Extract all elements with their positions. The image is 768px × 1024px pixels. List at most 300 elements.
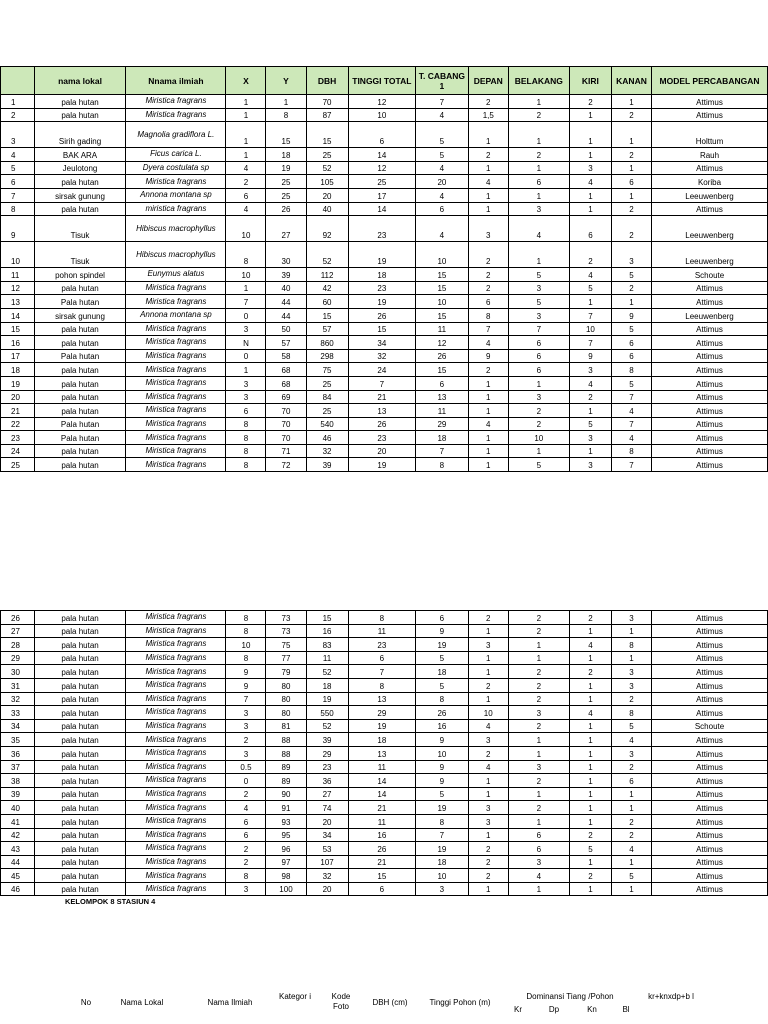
table-cell: Attimus	[652, 787, 768, 801]
table-cell: Miristica fragrans	[126, 706, 226, 720]
table-cell: 25	[306, 148, 348, 162]
table-cell: 89	[266, 774, 306, 788]
table-row	[1, 322, 768, 336]
table-cell: 6	[508, 349, 569, 363]
table-cell: 15	[306, 611, 348, 625]
table-cell: 2	[1, 108, 35, 122]
table-cell: 0	[226, 774, 266, 788]
table-cell: Pala hutan	[34, 349, 126, 363]
table-row	[1, 678, 768, 692]
table-cell: Attimus	[652, 458, 768, 472]
table-cell: 298	[306, 349, 348, 363]
table-cell: Attimus	[652, 855, 768, 869]
table-cell: Miristica fragrans	[126, 869, 226, 883]
table-cell: 8	[612, 638, 652, 652]
table-row	[1, 295, 768, 309]
table-cell: Attimus	[652, 706, 768, 720]
table-cell: 42	[1, 828, 35, 842]
table-cell: 540	[306, 417, 348, 431]
footer-kn: Kn	[587, 1005, 597, 1014]
table-cell: 35	[1, 733, 35, 747]
table-cell: 14	[348, 787, 415, 801]
table-cell: Attimus	[652, 814, 768, 828]
table-cell: 16	[348, 828, 415, 842]
table-cell: 19	[306, 692, 348, 706]
table-cell: 5	[612, 322, 652, 336]
table-row	[1, 95, 768, 109]
table-cell: 1	[569, 404, 611, 418]
table-cell: 3	[612, 611, 652, 625]
table-row	[1, 349, 768, 363]
table-cell: 26	[416, 349, 469, 363]
table-cell: 4	[1, 148, 35, 162]
table-cell: 1	[612, 188, 652, 202]
table-cell: Attimus	[652, 746, 768, 760]
table-cell: 6	[226, 814, 266, 828]
table-cell: 52	[306, 242, 348, 268]
table-cell: 3	[569, 458, 611, 472]
table-cell: 7	[416, 444, 469, 458]
table-cell: 4	[416, 161, 469, 175]
table-cell: 1	[508, 651, 569, 665]
table-cell: 4	[612, 404, 652, 418]
table-cell: 34	[306, 828, 348, 842]
table-cell: 3	[612, 665, 652, 679]
table-cell: Miristica fragrans	[126, 665, 226, 679]
table-cell: Miristica fragrans	[126, 814, 226, 828]
table-cell: 860	[306, 336, 348, 350]
table-cell: 13	[348, 404, 415, 418]
table-cell: Leeuwenberg	[652, 216, 768, 242]
table-cell: sirsak gunung	[34, 188, 126, 202]
table-cell: 1	[569, 122, 611, 148]
table-cell: 3	[226, 746, 266, 760]
table-cell: pala hutan	[34, 814, 126, 828]
table-cell: 8	[348, 611, 415, 625]
footer-kategori: Kategor i	[278, 992, 312, 1001]
table-row	[1, 733, 768, 747]
table-cell: 34	[1, 719, 35, 733]
header-cell: nama lokal	[34, 67, 126, 95]
table-cell: 1	[612, 882, 652, 896]
table-cell: pala hutan	[34, 202, 126, 216]
table-cell: 1	[508, 638, 569, 652]
table-cell: 3	[508, 855, 569, 869]
table-cell: 23	[348, 216, 415, 242]
table-cell: 18	[266, 148, 306, 162]
table-cell: 39	[306, 458, 348, 472]
table-cell: 15	[348, 869, 415, 883]
table-cell: Attimus	[652, 281, 768, 295]
table-cell: 2	[468, 363, 508, 377]
table-cell: 6	[508, 828, 569, 842]
table-cell: Attimus	[652, 624, 768, 638]
table-cell: Hibiscus macrophyllus	[126, 216, 226, 242]
table-cell: 2	[569, 869, 611, 883]
table-cell: 1	[569, 774, 611, 788]
table-cell: Magnolia gradiflora L.	[126, 122, 226, 148]
table-cell: 19	[348, 719, 415, 733]
table-cell: 15	[416, 281, 469, 295]
table-row	[1, 774, 768, 788]
table-cell: Miristica fragrans	[126, 611, 226, 625]
table-cell: pala hutan	[34, 363, 126, 377]
table-cell: 26	[348, 417, 415, 431]
table-cell: 8	[468, 308, 508, 322]
table-cell: BAK ARA	[34, 148, 126, 162]
table-cell: 38	[1, 774, 35, 788]
table-cell: 16	[1, 336, 35, 350]
table-cell: 1	[266, 95, 306, 109]
table-cell: pala hutan	[34, 882, 126, 896]
table-cell: 1	[508, 787, 569, 801]
table-cell: Attimus	[652, 869, 768, 883]
table-cell: 7	[468, 322, 508, 336]
table-cell: 11	[416, 322, 469, 336]
table-cell: 5	[416, 148, 469, 162]
table-cell: 4	[226, 161, 266, 175]
table-cell: sirsak gunung	[34, 308, 126, 322]
table-cell: 52	[306, 161, 348, 175]
table-cell: 5	[612, 268, 652, 282]
table-cell: 3	[612, 242, 652, 268]
table-cell: 1	[226, 108, 266, 122]
table-cell: Annona montana sp	[126, 188, 226, 202]
table-cell: 1	[468, 202, 508, 216]
table-cell: 6	[348, 122, 415, 148]
table-cell: 2	[468, 95, 508, 109]
table-cell: 4	[569, 175, 611, 189]
table-cell: 1	[508, 242, 569, 268]
header-cell: DEPAN	[468, 67, 508, 95]
table-cell: 20	[306, 882, 348, 896]
header-cell: MODEL PERCABANGAN	[652, 67, 768, 95]
table-cell: 12	[348, 95, 415, 109]
table-cell: 10	[416, 242, 469, 268]
table-cell: Attimus	[652, 376, 768, 390]
table-cell: 2	[612, 202, 652, 216]
table-cell: 7	[416, 828, 469, 842]
table-cell: 53	[306, 842, 348, 856]
table-cell: 19	[416, 801, 469, 815]
table-cell: 1	[508, 161, 569, 175]
table-cell: 4	[612, 733, 652, 747]
table-cell: 3	[468, 814, 508, 828]
table-cell: 5	[1, 161, 35, 175]
table-cell: 1	[468, 390, 508, 404]
table-cell: 30	[266, 242, 306, 268]
table-cell: 9	[226, 665, 266, 679]
footer-tinggi: Tinggi Pohon (m)	[429, 998, 491, 1007]
table-cell: Miristica fragrans	[126, 390, 226, 404]
table-cell: 52	[306, 665, 348, 679]
table-cell: 6	[226, 188, 266, 202]
table-cell: Attimus	[652, 828, 768, 842]
table-cell: 5	[569, 281, 611, 295]
table-row	[1, 665, 768, 679]
table-row	[1, 188, 768, 202]
table-cell: 1	[508, 814, 569, 828]
table-cell: 4	[468, 175, 508, 189]
table-cell: Miristica fragrans	[126, 855, 226, 869]
table-row	[1, 281, 768, 295]
table-cell: 1	[612, 624, 652, 638]
table-cell: 9	[1, 216, 35, 242]
table-cell: 6	[1, 175, 35, 189]
table-cell: pala hutan	[34, 760, 126, 774]
footer-nama-lokal: Nama Lokal	[120, 998, 164, 1007]
table-row	[1, 268, 768, 282]
table-row	[1, 828, 768, 842]
table-cell: pala hutan	[34, 692, 126, 706]
table-cell: 3	[508, 390, 569, 404]
table-cell: 17	[1, 349, 35, 363]
table-cell: 8	[226, 431, 266, 445]
header-cell: KIRI	[569, 67, 611, 95]
table-cell: 4	[612, 842, 652, 856]
table-cell: 4	[468, 719, 508, 733]
table-cell: 1	[468, 692, 508, 706]
table-cell: 1	[508, 746, 569, 760]
table-cell: Attimus	[652, 882, 768, 896]
table-cell: 7	[348, 376, 415, 390]
table-cell: 1	[468, 651, 508, 665]
table-row	[1, 719, 768, 733]
header-cell: TINGGI TOTAL	[348, 67, 415, 95]
table-cell: 23	[348, 638, 415, 652]
table-row	[1, 801, 768, 815]
table-cell: 23	[348, 281, 415, 295]
table-cell: 1	[569, 760, 611, 774]
table-cell: 29	[416, 417, 469, 431]
table-cell: Miristica fragrans	[126, 692, 226, 706]
table-cell: 11	[348, 814, 415, 828]
table-cell: 107	[306, 855, 348, 869]
table-row	[1, 390, 768, 404]
table-cell: 2	[508, 774, 569, 788]
table-cell: pala hutan	[34, 665, 126, 679]
table-cell: 15	[266, 122, 306, 148]
table-cell: 550	[306, 706, 348, 720]
table-cell: Miristica fragrans	[126, 842, 226, 856]
table-cell: 8	[266, 108, 306, 122]
table-cell: 5	[569, 842, 611, 856]
footer-no: No	[80, 998, 92, 1007]
table-cell: 8	[226, 651, 266, 665]
table-cell: Jeulotong	[34, 161, 126, 175]
table-cell: 34	[348, 336, 415, 350]
table-cell: 19	[348, 242, 415, 268]
table-cell: 1	[612, 95, 652, 109]
table-cell: 8	[226, 417, 266, 431]
table-cell: 60	[306, 295, 348, 309]
table-cell: pala hutan	[34, 828, 126, 842]
footer-nama-ilmiah: Nama Ilmiah	[207, 998, 253, 1007]
table-cell: 21	[1, 404, 35, 418]
table-cell: 10	[226, 216, 266, 242]
table-cell: 20	[1, 390, 35, 404]
table-cell: 2	[569, 242, 611, 268]
table-cell: 6	[612, 336, 652, 350]
table-row	[1, 814, 768, 828]
table-cell: Attimus	[652, 95, 768, 109]
table-cell: 46	[306, 431, 348, 445]
header-cell: T. CABANG 1	[416, 67, 469, 95]
table-cell: Dyera costulata sp	[126, 161, 226, 175]
table-cell: miristica fragrans	[126, 202, 226, 216]
table-row	[1, 122, 768, 148]
table-cell: 8	[226, 444, 266, 458]
table-cell: 2	[508, 108, 569, 122]
table-cell: Miristica fragrans	[126, 108, 226, 122]
table-cell: pohon spindel	[34, 268, 126, 282]
table-cell: 18	[416, 665, 469, 679]
table-row	[1, 787, 768, 801]
table-cell: 10	[1, 242, 35, 268]
table-cell: Miristica fragrans	[126, 95, 226, 109]
table-cell: 2	[508, 678, 569, 692]
table-row	[1, 611, 768, 625]
table-cell: 9	[416, 774, 469, 788]
table-cell: 79	[266, 665, 306, 679]
table-cell: Attimus	[652, 431, 768, 445]
table-cell: pala hutan	[34, 108, 126, 122]
table-cell: 25	[266, 175, 306, 189]
table-cell: 8	[612, 706, 652, 720]
table-cell: 15	[1, 322, 35, 336]
table-cell: 7	[612, 417, 652, 431]
table-cell: 10	[508, 431, 569, 445]
table-cell: 73	[266, 611, 306, 625]
table-cell: Attimus	[652, 161, 768, 175]
table-cell: 5	[416, 787, 469, 801]
table-cell: Tisuk	[34, 216, 126, 242]
table-cell: 1	[468, 404, 508, 418]
table-cell: pala hutan	[34, 444, 126, 458]
table-cell: 29	[1, 651, 35, 665]
table-cell: 1	[226, 281, 266, 295]
table-cell: 2	[612, 692, 652, 706]
table-cell: 3	[468, 801, 508, 815]
table-cell: Miristica fragrans	[126, 376, 226, 390]
table-cell: 14	[348, 148, 415, 162]
table-cell: 25	[266, 188, 306, 202]
table-cell: 7	[612, 390, 652, 404]
table-cell: 74	[306, 801, 348, 815]
table-cell: 30	[1, 665, 35, 679]
table-cell: 23	[306, 760, 348, 774]
table-cell: 15	[348, 322, 415, 336]
table-cell: 18	[1, 363, 35, 377]
table-cell: N	[226, 336, 266, 350]
table-cell: 4	[569, 268, 611, 282]
table-cell: Attimus	[652, 404, 768, 418]
table-cell: 89	[266, 760, 306, 774]
table-cell: 3	[508, 202, 569, 216]
table-cell: 1	[468, 787, 508, 801]
table-cell: 8	[1, 202, 35, 216]
table-cell: 22	[1, 417, 35, 431]
table-cell: 23	[348, 431, 415, 445]
table-cell: 2	[569, 665, 611, 679]
table-cell: 70	[266, 431, 306, 445]
table-cell: 91	[266, 801, 306, 815]
table-cell: 70	[266, 404, 306, 418]
table-cell: 1	[569, 651, 611, 665]
table-cell: 27	[306, 787, 348, 801]
table-cell: pala hutan	[34, 774, 126, 788]
table-cell: 42	[306, 281, 348, 295]
table-cell: 2	[226, 855, 266, 869]
table-cell: Miristica fragrans	[126, 624, 226, 638]
table-cell: Leeuwenberg	[652, 188, 768, 202]
footer-dp: Dp	[548, 1005, 560, 1014]
table-cell: Attimus	[652, 801, 768, 815]
table-cell: 1	[468, 376, 508, 390]
table-cell: Leeuwenberg	[652, 308, 768, 322]
table-cell: 8	[416, 814, 469, 828]
table-cell: 20	[306, 188, 348, 202]
table-cell: 21	[348, 390, 415, 404]
table-cell: 3	[569, 431, 611, 445]
table-cell: 2	[612, 814, 652, 828]
table-cell: 6	[226, 404, 266, 418]
table-cell: 97	[266, 855, 306, 869]
table-cell: Attimus	[652, 733, 768, 747]
table-cell: Miristica fragrans	[126, 678, 226, 692]
table-row	[1, 216, 768, 242]
table-cell: Annona montana sp	[126, 308, 226, 322]
table-cell: pala hutan	[34, 458, 126, 472]
table-cell: Ficus carica L.	[126, 148, 226, 162]
table-cell: 0	[226, 308, 266, 322]
table-cell: Attimus	[652, 363, 768, 377]
table-cell: 27	[266, 216, 306, 242]
table-cell: 9	[569, 349, 611, 363]
table-cell: Miristica fragrans	[126, 746, 226, 760]
table-cell: 20	[306, 814, 348, 828]
table-cell: 68	[266, 363, 306, 377]
table-cell: 1	[612, 801, 652, 815]
table-cell: 68	[266, 376, 306, 390]
table-cell: 1	[569, 624, 611, 638]
table-cell: Miristica fragrans	[126, 431, 226, 445]
table-cell: Miristica fragrans	[126, 322, 226, 336]
table-cell: Attimus	[652, 349, 768, 363]
table-cell: 2	[508, 665, 569, 679]
table-row	[1, 376, 768, 390]
table-cell: 2	[468, 281, 508, 295]
table-cell: 3	[569, 363, 611, 377]
table-cell: 15	[416, 268, 469, 282]
table-cell: 2	[612, 281, 652, 295]
table-cell: 77	[266, 651, 306, 665]
table-cell: 98	[266, 869, 306, 883]
table-cell: 33	[1, 706, 35, 720]
table-cell: Attimus	[652, 322, 768, 336]
table-cell: 32	[348, 349, 415, 363]
table-cell: pala hutan	[34, 638, 126, 652]
table-cell: 1	[1, 95, 35, 109]
table-cell: 1	[468, 624, 508, 638]
footer-bl: Bl	[622, 1005, 630, 1014]
table-row	[1, 638, 768, 652]
table-cell: 1	[508, 95, 569, 109]
table-cell: 3	[226, 719, 266, 733]
table-cell: 6	[569, 216, 611, 242]
table-cell: Holttum	[652, 122, 768, 148]
table-cell: 18	[306, 678, 348, 692]
